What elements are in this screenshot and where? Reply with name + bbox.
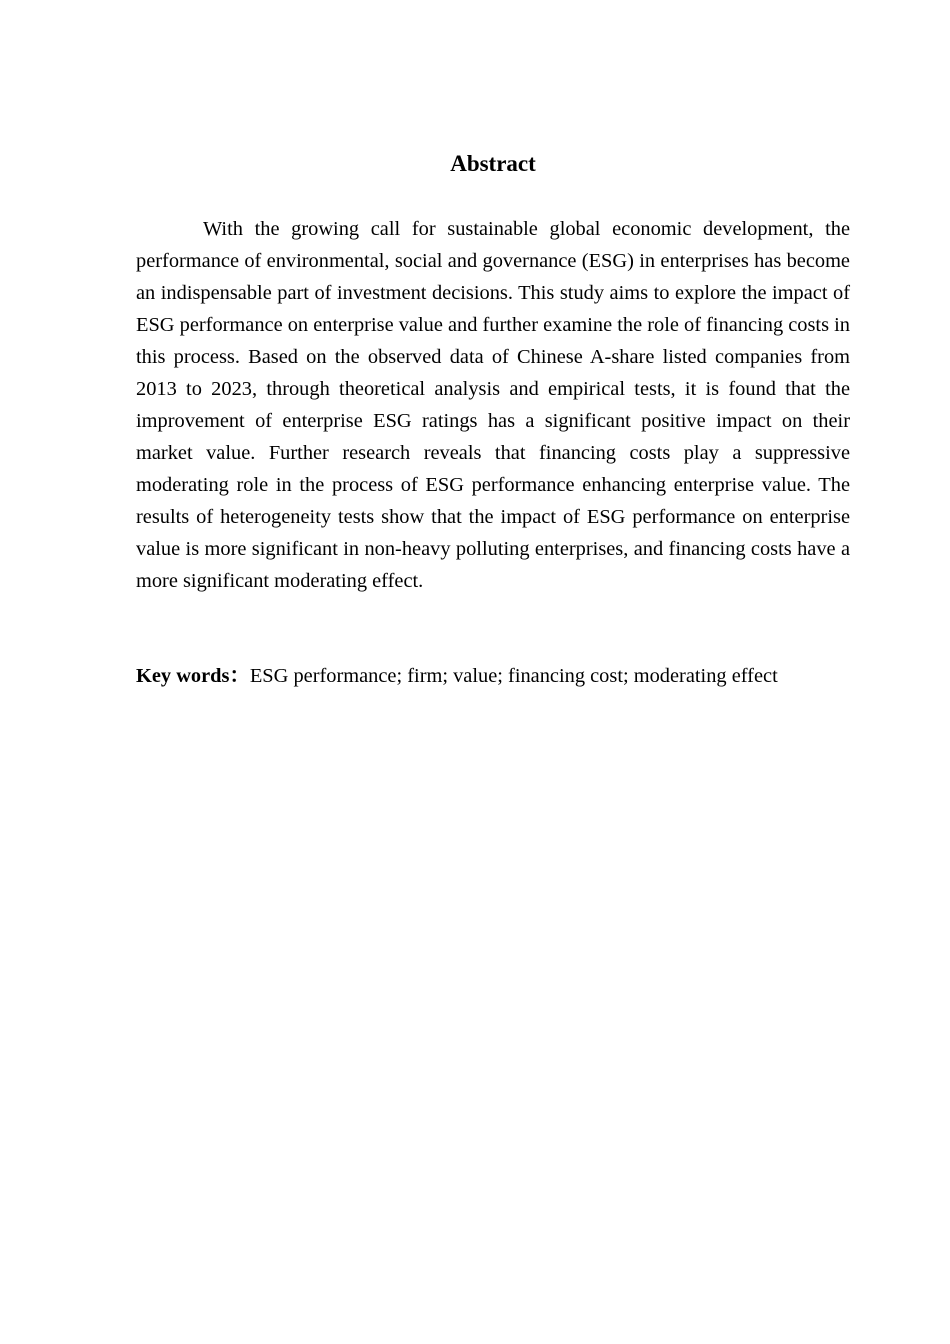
keywords-text: ESG performance; firm; value; financing cost; moderating effect <box>249 665 778 687</box>
abstract-body: With the growing call for sustainable global economic development, the performance of environmental, social and governance (ESG) in enterprises has become an indispensable part of investment decisions. This study aims to explore the impact of ESG performance on enterprise value and further examine the role of financing costs in this process. Based on the observed data of Chinese A-share listed companies from 2013 to 2023, through theoretical analysis and empirical tests, it is found that the improvement of enterprise ESG ratings has a significant positive impact on their market value. Further research reveals that financing costs play a suppressive moderating role in the process of ESG performance enhancing enterprise value. The results of heterogeneity tests show that the impact of ESG performance on enterprise value is more significant in non-heavy polluting enterprises, and financing costs have a more significant moderating effect. <box>136 218 850 592</box>
keywords-label: Key words： <box>136 665 250 687</box>
abstract-title: Abstract <box>450 151 536 176</box>
keywords-line <box>136 660 896 692</box>
